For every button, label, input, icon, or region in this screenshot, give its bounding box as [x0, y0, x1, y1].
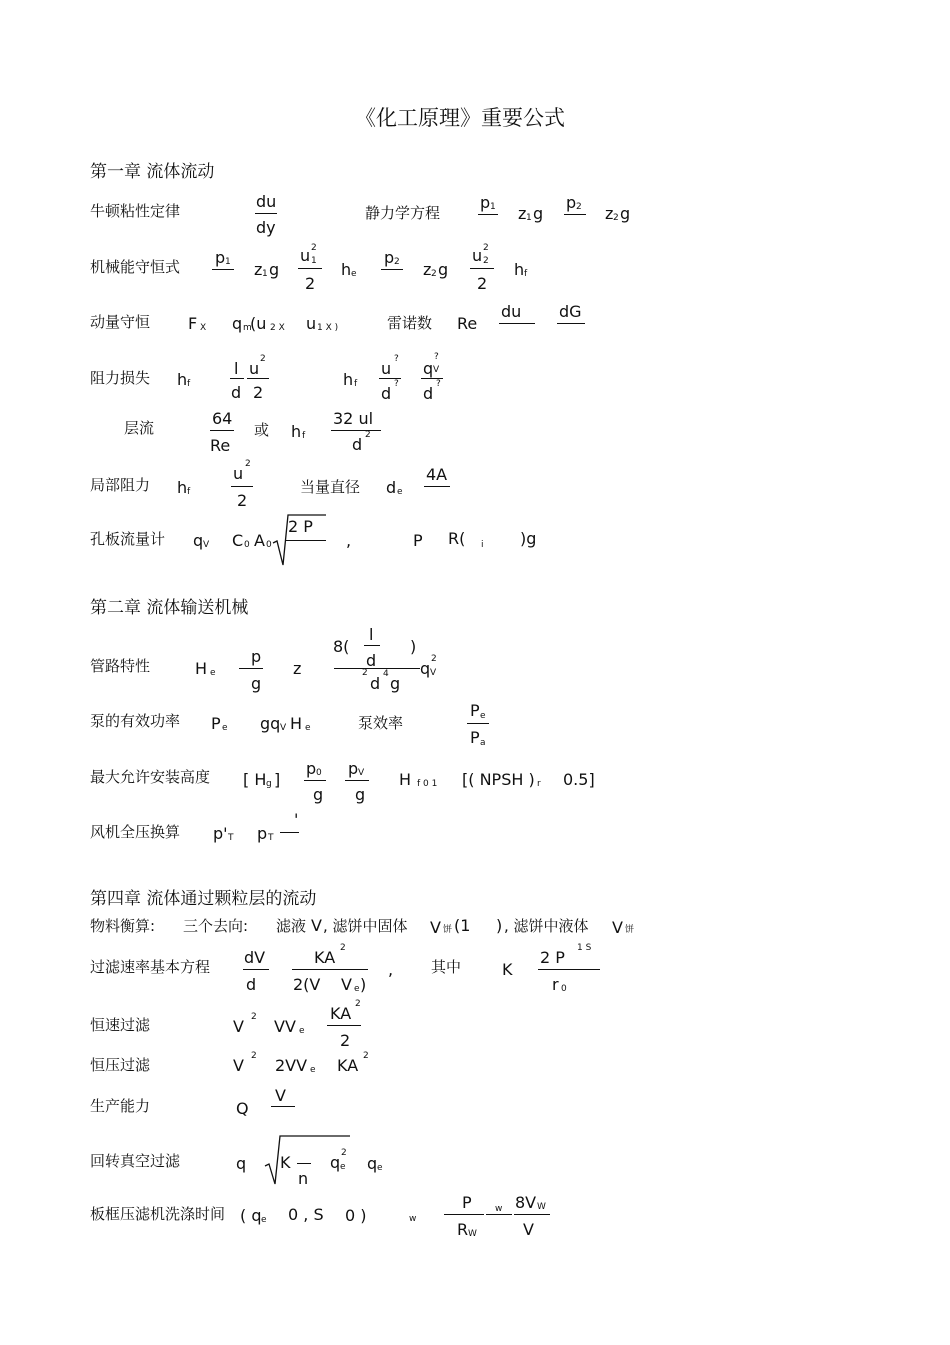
frac-den: dy: [256, 218, 276, 237]
sym-z: z: [293, 659, 302, 678]
sup-2: 2: [355, 999, 361, 1009]
sym-Hg-open: [ H: [243, 770, 267, 789]
sub-V: V: [203, 540, 210, 550]
sym-g: g: [269, 260, 280, 279]
sym-K: K: [502, 960, 513, 979]
sym-F: F: [188, 314, 198, 333]
sub-e: e: [351, 269, 357, 279]
sup-1-s: 1 S: [577, 943, 592, 953]
sym-pT2: p: [257, 824, 268, 843]
sym-0-S: 0 , S: [288, 1205, 324, 1224]
sub-1: 1: [490, 202, 496, 212]
sym-d: d: [381, 384, 392, 403]
sym-z: z: [605, 204, 614, 223]
sym-C: C: [232, 531, 244, 550]
sym-u-open: (u: [250, 314, 267, 333]
sup-4: 4: [383, 669, 389, 679]
sym-d: d: [386, 478, 397, 497]
sym-rparen: ): [410, 637, 417, 656]
sym-d: d: [370, 674, 381, 693]
sub-a: a: [480, 738, 486, 748]
sub-2: 2: [613, 213, 619, 223]
sym-h: h: [341, 260, 352, 279]
frac-num: dV: [244, 948, 266, 967]
sym-V: V: [430, 918, 441, 937]
sub-e: e: [397, 487, 403, 497]
sym-P: P: [470, 728, 480, 747]
fraction-bar: [297, 1163, 311, 1164]
fraction-bar: [470, 268, 494, 269]
fraction-bar: [331, 430, 381, 431]
sup-2: 2: [363, 1051, 369, 1061]
sym-p: p: [384, 248, 395, 267]
sym-comma: ,: [388, 960, 394, 979]
label-effective-power: 泵的有效功率: [90, 712, 181, 730]
sup-q: ?: [394, 379, 399, 389]
fraction-bar: [424, 486, 450, 487]
sub-T: T: [268, 833, 274, 843]
label-constant-pressure: 恒压过滤: [90, 1056, 151, 1074]
label-filtrate: 滤液: [276, 917, 307, 935]
sym-g: g: [438, 260, 449, 279]
sub-V: V: [433, 365, 440, 375]
sub-2: 2: [394, 257, 400, 267]
sym-q: q: [193, 531, 204, 550]
sym-Re: Re: [457, 314, 478, 333]
sym-g: g: [355, 785, 366, 804]
sym-close: ): [496, 916, 503, 935]
sym-H: H: [290, 714, 303, 733]
sub-cake: 饼: [443, 925, 453, 935]
sym-z: z: [518, 204, 527, 223]
den-2: 2: [477, 274, 488, 293]
sub-cake: 饼: [625, 925, 635, 935]
fraction-bar: [292, 969, 368, 970]
fraction-bar: [239, 668, 263, 669]
sym-prime: ': [294, 810, 299, 829]
fraction-bar: [564, 214, 586, 215]
sub-f: f: [524, 269, 528, 279]
sup-2: 2: [311, 243, 317, 253]
sub-1: 1: [225, 257, 231, 267]
sub-0: 0: [244, 540, 250, 550]
sym-V: V: [233, 1017, 244, 1036]
sym-R: R(: [448, 529, 466, 548]
sym-H: H: [195, 659, 208, 678]
sym-close: ): [360, 975, 367, 994]
sub-f: f: [302, 431, 306, 441]
sym-h: h: [177, 478, 188, 497]
sym-d: d: [423, 384, 434, 403]
sym-V: V: [341, 975, 352, 994]
sym-q: q: [423, 359, 434, 378]
chapter-2-heading: 第二章 流体输送机械: [90, 598, 249, 618]
fraction-bar: [243, 969, 269, 970]
sup-2: 2: [431, 654, 437, 664]
sym-h: h: [514, 260, 525, 279]
sub-V: V: [430, 668, 437, 678]
sym-comma: ,: [346, 531, 352, 550]
sub-X: X: [200, 323, 207, 333]
sub-V: V: [358, 768, 365, 778]
fraction-bar: [499, 323, 535, 324]
label-equiv-diameter: 当量直径: [300, 478, 361, 496]
sym-P: P: [462, 1193, 472, 1212]
label-where: 其中: [431, 958, 462, 976]
sym-V: V: [523, 1220, 534, 1239]
sym-p: p: [480, 193, 491, 212]
sub-0: 0: [561, 984, 567, 994]
fraction-bar: [486, 1214, 512, 1215]
sub-0: 0: [316, 768, 322, 778]
sym-Hg-close: ]: [274, 770, 281, 789]
frac-num: 32 ul: [333, 409, 374, 428]
sym-q: q: [236, 1154, 247, 1173]
sub-e: e: [377, 1163, 383, 1173]
label-efficiency: 泵效率: [358, 714, 404, 732]
frac-num: dG: [559, 302, 582, 321]
sqrt-content: 2 P: [288, 517, 313, 536]
sym-p: p: [251, 647, 262, 666]
fraction-bar: [298, 268, 322, 269]
chapter-1-heading: 第一章 流体流动: [90, 162, 215, 182]
fraction-bar: [364, 645, 380, 646]
sup-2: 2: [245, 459, 251, 469]
sym-one-open: (1: [454, 916, 471, 935]
sub-1X: 1 X ): [317, 323, 339, 333]
label-or: 或: [254, 421, 270, 439]
sub-w: w: [495, 1204, 503, 1214]
sym-u: u: [300, 246, 311, 265]
sub-g: g: [266, 779, 272, 789]
label-momentum: 动量守恒: [90, 313, 151, 331]
sym-gq: gq: [260, 714, 281, 733]
frac-num: du: [501, 302, 522, 321]
sub-e: e: [480, 711, 486, 721]
sup-2: 2: [483, 243, 489, 253]
sub-w: w: [409, 1214, 417, 1224]
fraction-bar: [255, 213, 277, 214]
sub-f: f: [354, 379, 358, 389]
frac-num: 2 P: [540, 948, 565, 967]
fraction-bar: [514, 1214, 550, 1215]
sym-K: K: [280, 1153, 291, 1172]
sub-W: W: [468, 1229, 477, 1239]
fraction-bar: [334, 668, 420, 669]
sym-d: d: [366, 651, 377, 670]
fraction-bar: [286, 540, 326, 541]
sup-q: ?: [434, 352, 439, 362]
document-title: 《化工原理》重要公式: [355, 106, 565, 130]
label-max-install-height: 最大允许安装高度: [90, 768, 211, 786]
sym-close-g: )g: [520, 529, 537, 548]
sym-VV: VV: [274, 1017, 296, 1036]
sym-A: A: [254, 531, 265, 550]
den-2: 2: [305, 274, 316, 293]
sup-2: 2: [365, 430, 371, 440]
sym-n: n: [298, 1169, 309, 1188]
sub-i: i: [481, 540, 484, 550]
sym-p: p: [306, 759, 317, 778]
fraction-bar: [231, 486, 253, 487]
fraction-bar: [210, 430, 234, 431]
sub-f: f: [187, 379, 191, 389]
label-plate-frame-wash: 板框压滤机洗涤时间: [90, 1205, 226, 1223]
sym-KA: KA: [337, 1056, 359, 1075]
sym-2V: 2(V: [293, 975, 321, 994]
fraction-bar: [280, 832, 299, 833]
frac-num: du: [256, 192, 277, 211]
sym-q: q: [330, 1153, 341, 1172]
frac-num: 4A: [426, 465, 448, 484]
sym-H: H: [399, 770, 412, 789]
label-local: 局部阻力: [90, 476, 151, 494]
sym-u: u: [381, 359, 392, 378]
sym-V: V: [311, 916, 322, 935]
sym-V: V: [612, 918, 623, 937]
sym-0-close: 0 ): [345, 1206, 367, 1225]
sym-8V: 8V: [515, 1193, 537, 1212]
sym-p: p: [215, 248, 226, 267]
sym-g: g: [251, 674, 262, 693]
label-three-directions: 三个去向:: [183, 917, 249, 935]
sup-q: ?: [436, 379, 441, 389]
sup-2: 2: [260, 354, 266, 364]
sub-e: e: [261, 1215, 267, 1225]
sym-npsh: [( NPSH ): [462, 770, 535, 789]
fraction-bar: [478, 214, 498, 215]
sub-e: e: [210, 668, 216, 678]
frac-num: V: [275, 1086, 286, 1105]
sym-Q: Q: [236, 1099, 249, 1118]
sym-h: h: [177, 370, 188, 389]
label-reynolds: 雷诺数: [387, 314, 433, 332]
fraction-bar: [381, 269, 403, 270]
sub-2: 2: [483, 256, 489, 266]
label-static-equation: 静力学方程: [365, 204, 441, 222]
sym-pT: p': [213, 824, 228, 843]
sym-u: u: [249, 359, 260, 378]
fraction-bar: [247, 378, 269, 379]
sym-8-open: 8(: [333, 637, 350, 656]
sub-e: e: [222, 723, 228, 733]
fraction-bar: [271, 1106, 295, 1107]
sym-z: z: [423, 260, 432, 279]
sym-p: p: [566, 193, 577, 212]
sub-e: e: [340, 1162, 346, 1172]
label-constant-rate: 恒速过滤: [90, 1016, 151, 1034]
sym-u: u: [306, 314, 317, 333]
fraction-bar: [327, 1025, 361, 1026]
sym-d: d: [231, 383, 242, 402]
sub-1: 1: [311, 256, 317, 266]
label-orifice: 孔板流量计: [90, 530, 166, 548]
sub-1: 1: [526, 213, 532, 223]
sym-u: u: [233, 464, 244, 483]
sym-l: l: [369, 625, 374, 644]
sym-open-q: ( q: [240, 1206, 262, 1225]
sub-e: e: [305, 723, 311, 733]
sym-half: 0.5]: [563, 770, 595, 789]
chapter-4-heading: 第四章 流体通过颗粒层的流动: [90, 889, 317, 909]
sub-e: e: [354, 984, 360, 994]
sym-q: q: [420, 659, 431, 678]
sym-q: q: [367, 1154, 378, 1173]
label-newton-law: 牛顿粘性定律: [90, 202, 181, 220]
sym-h: h: [291, 422, 302, 441]
sym-P: P: [470, 701, 480, 720]
sub-T: T: [228, 833, 234, 843]
sym-l: l: [234, 359, 239, 378]
sub-m: m: [243, 323, 252, 333]
sym-R: R: [457, 1220, 469, 1239]
fraction-bar: [444, 1214, 484, 1215]
label-cake-liquid: , 滤饼中液体: [504, 917, 589, 935]
label-pipe-characteristic: 管路特性: [90, 657, 151, 675]
sub-2X: 2 X: [270, 323, 285, 333]
sym-q: q: [232, 314, 243, 333]
sym-d: d: [352, 435, 363, 454]
sub-e: e: [310, 1065, 316, 1075]
label-bernoulli: 机械能守恒式: [90, 258, 181, 276]
sub-f01: f 0 1: [417, 779, 438, 789]
sub-2: 2: [431, 269, 437, 279]
sym-g: g: [620, 204, 631, 223]
sub-1: 1: [262, 269, 268, 279]
sup-q: ?: [394, 354, 399, 364]
sym-r: r: [552, 975, 559, 994]
fraction-bar: [304, 780, 326, 781]
sym-g: g: [313, 785, 324, 804]
sym-h: h: [343, 370, 354, 389]
sym-V: V: [233, 1056, 244, 1075]
frac-den: Re: [210, 436, 231, 455]
sup-2: 2: [340, 943, 346, 953]
fraction-bar: [538, 969, 600, 970]
label-capacity: 生产能力: [90, 1097, 151, 1115]
label-cake-solid: , 滤饼中固体: [323, 917, 408, 935]
fraction-bar: [557, 323, 585, 324]
sup-2: 2: [362, 668, 368, 678]
fraction-bar: [467, 723, 489, 724]
sym-z: z: [254, 260, 263, 279]
sub-2: 2: [576, 202, 582, 212]
label-friction: 阻力损失: [90, 369, 151, 387]
sym-P: P: [211, 714, 221, 733]
sym-2VV: 2VV: [275, 1056, 308, 1075]
sym-u: u: [472, 246, 483, 265]
fraction-bar: [345, 780, 369, 781]
sub-0: 0: [266, 540, 272, 550]
frac-num: 64: [212, 409, 233, 428]
label-filtration-rate: 过滤速率基本方程: [90, 958, 211, 976]
sub-r: r: [537, 779, 541, 789]
sup-2: 2: [251, 1012, 257, 1022]
den-2: 2: [237, 491, 248, 510]
sub-V: V: [280, 723, 287, 733]
label-laminar: 层流: [124, 419, 155, 437]
sym-p: p: [348, 759, 359, 778]
sym-KA: KA: [314, 948, 336, 967]
sup-2: 2: [251, 1051, 257, 1061]
sup-2: 2: [341, 1148, 347, 1158]
den-2: 2: [253, 383, 264, 402]
den-2: 2: [340, 1031, 351, 1050]
fraction-bar: [212, 269, 234, 270]
sym-g: g: [533, 204, 544, 223]
label-fan-pressure: 风机全压换算: [90, 823, 181, 841]
fraction-bar: [230, 378, 244, 379]
label-rotary-vacuum: 回转真空过滤: [90, 1152, 181, 1170]
sub-W: W: [537, 1202, 546, 1212]
sym-KA: KA: [330, 1004, 352, 1023]
sym-g: g: [390, 674, 401, 693]
frac-den: d: [246, 975, 257, 994]
sub-f: f: [187, 487, 191, 497]
label-material-balance: 物料衡算:: [90, 917, 156, 935]
sym-P: P: [413, 531, 423, 550]
sub-e: e: [299, 1026, 305, 1036]
